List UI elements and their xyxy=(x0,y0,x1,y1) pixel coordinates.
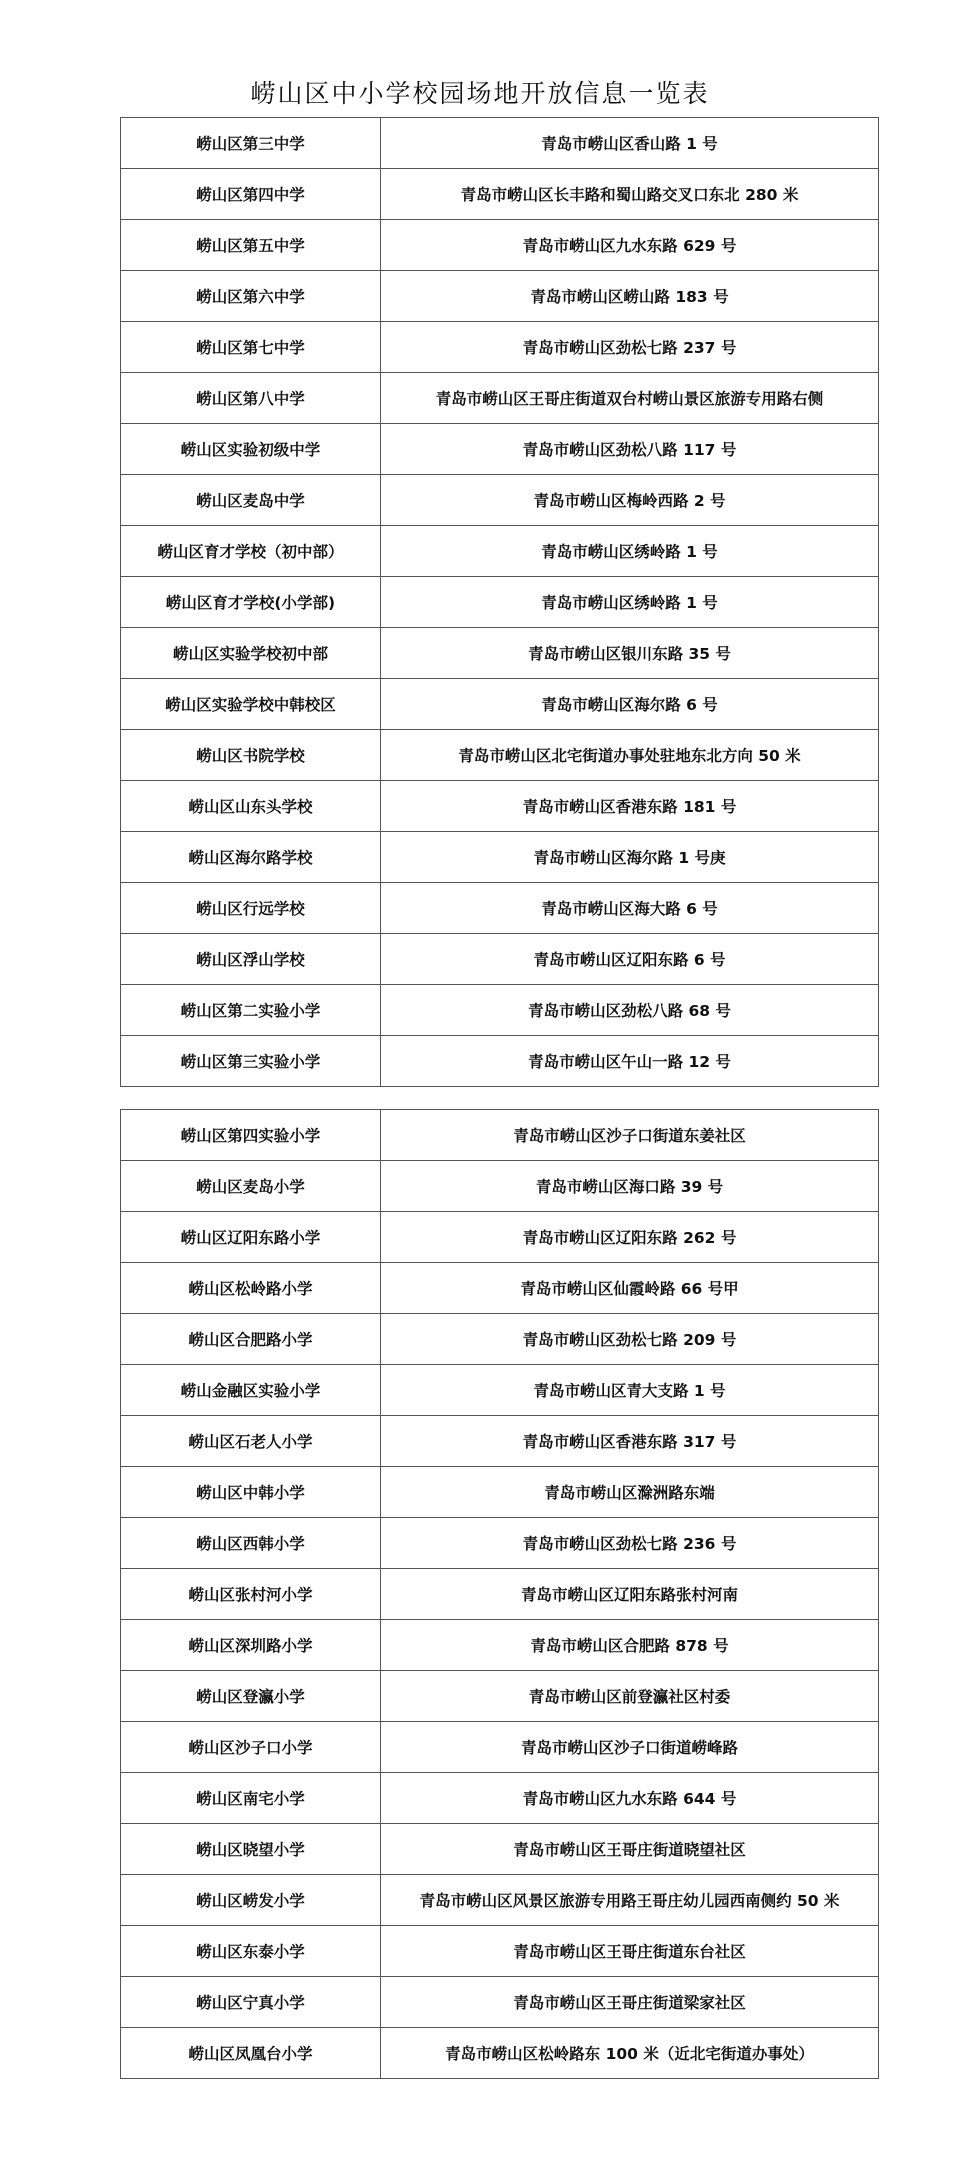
school-name-cell: 崂山区第二实验小学 xyxy=(121,985,381,1036)
school-address-cell: 青岛市崂山区劲松八路 68 号 xyxy=(381,985,879,1036)
table-row xyxy=(121,1824,879,1875)
page-title: 崂山区中小学校园场地开放信息一览表 xyxy=(250,79,710,108)
table-row xyxy=(121,1212,879,1263)
school-name-cell: 崂山区浮山学校 xyxy=(121,934,381,985)
table-row xyxy=(121,271,879,322)
table-row xyxy=(121,1671,879,1722)
school-name-cell: 崂山金融区实验小学 xyxy=(121,1365,381,1416)
school-name-cell: 崂山区深圳路小学 xyxy=(121,1620,381,1671)
table-row xyxy=(121,781,879,832)
table-row xyxy=(121,1926,879,1977)
school-address-cell: 青岛市崂山区王哥庄街道东台社区 xyxy=(381,1926,879,1977)
school-address-cell: 青岛市崂山区午山一路 12 号 xyxy=(381,1036,879,1087)
school-address-cell: 青岛市崂山区合肥路 878 号 xyxy=(381,1620,879,1671)
school-name-cell: 崂山区育才学校(小学部) xyxy=(121,577,381,628)
school-name-cell: 崂山区沙子口小学 xyxy=(121,1722,381,1773)
school-address-cell: 青岛市崂山区劲松七路 236 号 xyxy=(381,1518,879,1569)
school-name-cell: 崂山区中韩小学 xyxy=(121,1467,381,1518)
school-address-cell: 青岛市崂山区海大路 6 号 xyxy=(381,883,879,934)
school-address-cell: 青岛市崂山区香港东路 317 号 xyxy=(381,1416,879,1467)
school-address-cell: 青岛市崂山区长丰路和蜀山路交叉口东北 280 米 xyxy=(381,169,879,220)
table-row xyxy=(121,730,879,781)
table-row xyxy=(121,1722,879,1773)
school-address-cell: 青岛市崂山区辽阳东路 262 号 xyxy=(381,1212,879,1263)
table-row xyxy=(121,2028,879,2079)
school-address-cell: 青岛市崂山区香山路 1 号 xyxy=(381,118,879,169)
school-address-cell: 青岛市崂山区王哥庄街道梁家社区 xyxy=(381,1977,879,2028)
school-name-cell: 崂山区第四实验小学 xyxy=(121,1110,381,1161)
school-name-cell: 崂山区麦岛中学 xyxy=(121,475,381,526)
table-row xyxy=(121,169,879,220)
school-name-cell: 崂山区第三实验小学 xyxy=(121,1036,381,1087)
school-address-cell: 青岛市崂山区绣岭路 1 号 xyxy=(381,577,879,628)
school-address-cell: 青岛市崂山区海尔路 1 号庚 xyxy=(381,832,879,883)
school-address-cell: 青岛市崂山区王哥庄街道双台村崂山景区旅游专用路右侧 xyxy=(381,373,879,424)
table-row xyxy=(121,322,879,373)
school-address-cell: 青岛市崂山区青大支路 1 号 xyxy=(381,1365,879,1416)
school-address-cell: 青岛市崂山区九水东路 629 号 xyxy=(381,220,879,271)
table-row xyxy=(121,1110,879,1161)
table-row xyxy=(121,1161,879,1212)
school-address-cell: 青岛市崂山区王哥庄街道晓望社区 xyxy=(381,1824,879,1875)
table-row xyxy=(121,1773,879,1824)
school-name-cell: 崂山区麦岛小学 xyxy=(121,1161,381,1212)
school-address-cell: 青岛市崂山区九水东路 644 号 xyxy=(381,1773,879,1824)
school-name-cell: 崂山区东泰小学 xyxy=(121,1926,381,1977)
table-row xyxy=(121,577,879,628)
school-name-cell: 崂山区第七中学 xyxy=(121,322,381,373)
table-row xyxy=(121,1977,879,2028)
school-name-cell: 崂山区第八中学 xyxy=(121,373,381,424)
school-address-cell: 青岛市崂山区海口路 39 号 xyxy=(381,1161,879,1212)
table-row xyxy=(121,628,879,679)
school-name-cell: 崂山区晓望小学 xyxy=(121,1824,381,1875)
school-name-cell: 崂山区第五中学 xyxy=(121,220,381,271)
school-address-cell: 青岛市崂山区松岭路东 100 米（近北宅街道办事处） xyxy=(381,2028,879,2079)
school-name-cell: 崂山区辽阳东路小学 xyxy=(121,1212,381,1263)
school-name-cell: 崂山区实验学校中韩校区 xyxy=(121,679,381,730)
table-row xyxy=(121,1875,879,1926)
school-name-cell: 崂山区宁真小学 xyxy=(121,1977,381,2028)
school-address-cell: 青岛市崂山区沙子口街道崂峰路 xyxy=(381,1722,879,1773)
school-address-cell: 青岛市崂山区前登瀛社区村委 xyxy=(381,1671,879,1722)
school-address-cell: 青岛市崂山区劲松八路 117 号 xyxy=(381,424,879,475)
school-address-cell: 青岛市崂山区沙子口街道东姜社区 xyxy=(381,1110,879,1161)
school-address-cell: 青岛市崂山区仙霞岭路 66 号甲 xyxy=(381,1263,879,1314)
school-name-cell: 崂山区合肥路小学 xyxy=(121,1314,381,1365)
table-row xyxy=(121,118,879,169)
table-row xyxy=(121,220,879,271)
school-address-cell: 青岛市崂山区银川东路 35 号 xyxy=(381,628,879,679)
school-name-cell: 崂山区第六中学 xyxy=(121,271,381,322)
school-name-cell: 崂山区松岭路小学 xyxy=(121,1263,381,1314)
school-name-cell: 崂山区西韩小学 xyxy=(121,1518,381,1569)
table-row xyxy=(121,373,879,424)
table-row xyxy=(121,475,879,526)
table-row xyxy=(121,883,879,934)
table-row xyxy=(121,1416,879,1467)
school-address-cell: 青岛市崂山区香港东路 181 号 xyxy=(381,781,879,832)
school-name-cell: 崂山区实验初级中学 xyxy=(121,424,381,475)
table-row xyxy=(121,1569,879,1620)
table-row xyxy=(121,832,879,883)
table-row xyxy=(121,934,879,985)
table-row xyxy=(121,1263,879,1314)
table-row xyxy=(121,985,879,1036)
school-address-cell: 青岛市崂山区风景区旅游专用路王哥庄幼儿园西南侧约 50 米 xyxy=(381,1875,879,1926)
school-name-cell: 崂山区崂发小学 xyxy=(121,1875,381,1926)
table-row xyxy=(121,679,879,730)
school-name-cell: 崂山区石老人小学 xyxy=(121,1416,381,1467)
school-name-cell: 崂山区第四中学 xyxy=(121,169,381,220)
school-table-part-2 xyxy=(120,1109,879,2079)
school-address-cell: 青岛市崂山区辽阳东路张村河南 xyxy=(381,1569,879,1620)
school-name-cell: 崂山区山东头学校 xyxy=(121,781,381,832)
school-address-cell: 青岛市崂山区辽阳东路 6 号 xyxy=(381,934,879,985)
table-row xyxy=(121,1036,879,1087)
table-row xyxy=(121,1620,879,1671)
school-address-cell: 青岛市崂山区崂山路 183 号 xyxy=(381,271,879,322)
table-row xyxy=(121,1365,879,1416)
school-name-cell: 崂山区凤凰台小学 xyxy=(121,2028,381,2079)
table-row xyxy=(121,1518,879,1569)
school-address-cell: 青岛市崂山区海尔路 6 号 xyxy=(381,679,879,730)
school-address-cell: 青岛市崂山区劲松七路 209 号 xyxy=(381,1314,879,1365)
school-name-cell: 崂山区书院学校 xyxy=(121,730,381,781)
school-table-part-1 xyxy=(120,117,879,1087)
school-name-cell: 崂山区张村河小学 xyxy=(121,1569,381,1620)
school-address-cell: 青岛市崂山区梅岭西路 2 号 xyxy=(381,475,879,526)
school-name-cell: 崂山区行远学校 xyxy=(121,883,381,934)
school-name-cell: 崂山区第三中学 xyxy=(121,118,381,169)
school-address-cell: 青岛市崂山区劲松七路 237 号 xyxy=(381,322,879,373)
table-row xyxy=(121,526,879,577)
school-address-cell: 青岛市崂山区滁洲路东端 xyxy=(381,1467,879,1518)
school-address-cell: 青岛市崂山区北宅街道办事处驻地东北方向 50 米 xyxy=(381,730,879,781)
school-name-cell: 崂山区育才学校（初中部） xyxy=(121,526,381,577)
table-row xyxy=(121,424,879,475)
school-name-cell: 崂山区南宅小学 xyxy=(121,1773,381,1824)
school-name-cell: 崂山区登瀛小学 xyxy=(121,1671,381,1722)
school-name-cell: 崂山区实验学校初中部 xyxy=(121,628,381,679)
school-name-cell: 崂山区海尔路学校 xyxy=(121,832,381,883)
table-row xyxy=(121,1467,879,1518)
table-row xyxy=(121,1314,879,1365)
school-address-cell: 青岛市崂山区绣岭路 1 号 xyxy=(381,526,879,577)
